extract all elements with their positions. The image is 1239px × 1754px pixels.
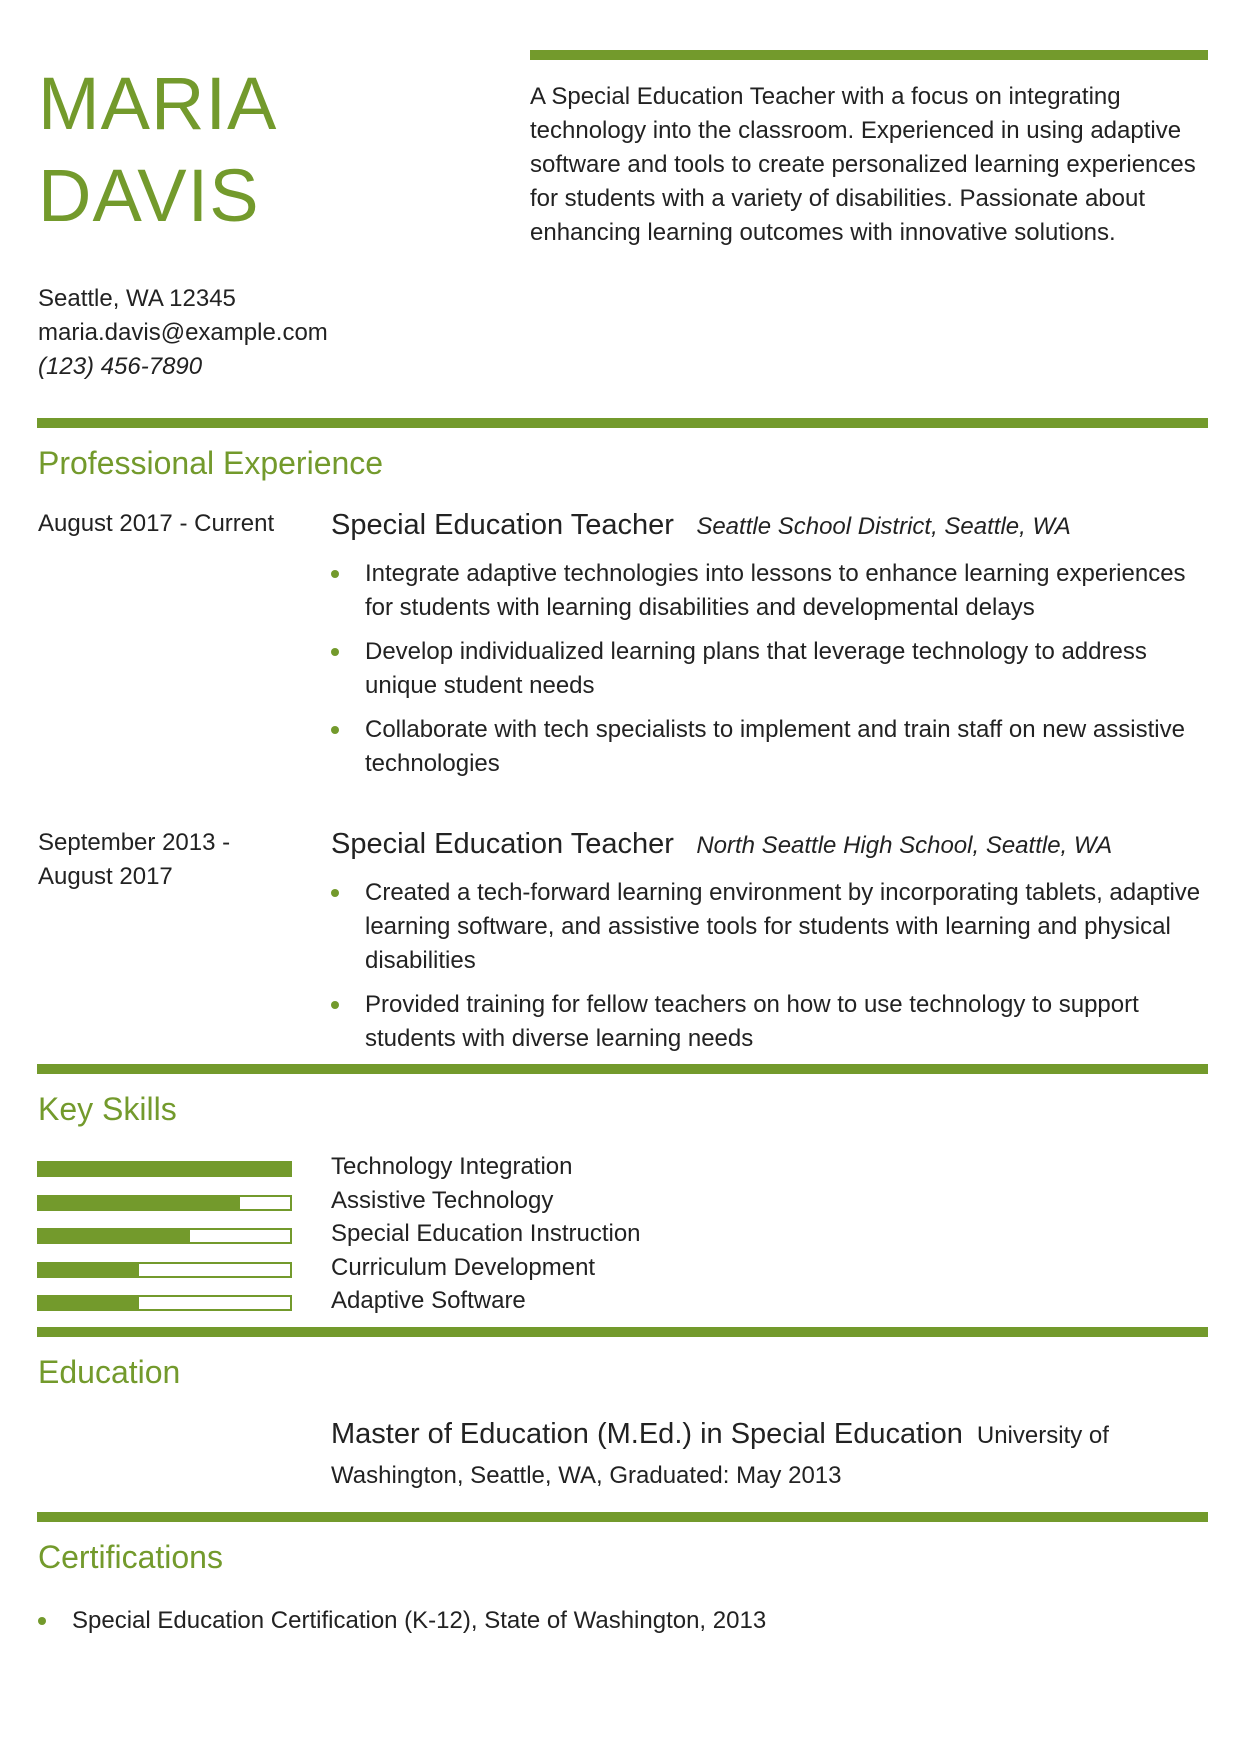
email: maria.davis@example.com xyxy=(38,319,328,346)
skill-label: Assistive Technology xyxy=(331,1187,554,1214)
skill-meter xyxy=(37,1228,292,1244)
job-dates: September 2013 - August 2017 xyxy=(38,829,231,890)
list-item: Develop individualized learning plans that leverage technology to address unique student needs xyxy=(331,635,1211,703)
skill-meter-fill xyxy=(39,1163,290,1175)
skill-meter-fill xyxy=(39,1197,240,1209)
skill-label: Adaptive Software xyxy=(331,1287,526,1314)
job-bullets xyxy=(331,557,1211,791)
list-item: Collaborate with tech specialists to implement and train staff on new assistive technologies xyxy=(331,713,1211,781)
bullet-icon xyxy=(331,648,339,656)
skill-meter xyxy=(37,1161,292,1177)
phone: (123) 456-7890 xyxy=(38,353,203,380)
skill-meter xyxy=(37,1262,292,1278)
job-company: North Seattle High School, Seattle, WA xyxy=(696,832,1113,859)
education-heading: Education xyxy=(38,1354,181,1390)
skill-meter xyxy=(37,1195,292,1211)
contact-info xyxy=(38,282,328,384)
degree: Master of Education (M.Ed.) in Special Education xyxy=(331,1418,963,1450)
job-dates: August 2017 - Current xyxy=(38,510,275,537)
certifications-heading: Certifications xyxy=(38,1539,223,1575)
section-divider xyxy=(37,1064,1208,1074)
experience-heading: Professional Experience xyxy=(38,445,384,481)
section-divider xyxy=(37,1327,1208,1337)
section-divider xyxy=(37,418,1208,428)
skill-label: Curriculum Development xyxy=(331,1254,596,1281)
skill-row xyxy=(37,1150,1137,1184)
skill-row xyxy=(37,1217,1137,1251)
job-title: Special Education Teacher xyxy=(331,828,674,860)
candidate-name xyxy=(38,58,277,242)
summary-divider xyxy=(530,50,1208,60)
job-header xyxy=(331,505,1211,550)
skill-row xyxy=(37,1284,1137,1318)
school-details: University of Washington, Seattle, WA, Graduated: May 2013 xyxy=(331,1422,1109,1489)
address: Seattle, WA 12345 xyxy=(38,285,236,312)
first-name: MARIA xyxy=(38,62,278,145)
list-item: Provided training for fellow teachers on how to use technology to support students with diverse learning needs xyxy=(331,988,1211,1056)
bullet-icon xyxy=(331,1001,339,1009)
skill-label: Special Education Instruction xyxy=(331,1220,641,1247)
skills-heading: Key Skills xyxy=(38,1091,177,1127)
skill-meter xyxy=(37,1295,292,1311)
job-header xyxy=(331,824,1211,869)
skill-row xyxy=(37,1251,1137,1285)
list-item: Created a tech-forward learning environment by incorporating tablets, adaptive learning software, and assistive tools for students with learning and physical disabilities xyxy=(331,876,1211,978)
job-company: Seattle School District, Seattle, WA xyxy=(696,513,1071,540)
list-item: Special Education Certification (K-12), State of Washington, 2013 xyxy=(38,1604,1188,1638)
skill-meter-fill xyxy=(39,1230,190,1242)
skill-meter-fill xyxy=(39,1297,139,1309)
bullet-icon xyxy=(331,570,339,578)
job-title: Special Education Teacher xyxy=(331,509,674,541)
bullet-icon xyxy=(38,1617,46,1625)
section-divider xyxy=(37,1512,1208,1522)
job-bullets xyxy=(331,876,1211,1066)
skill-row xyxy=(37,1184,1137,1218)
bullet-icon xyxy=(331,726,339,734)
list-item: Integrate adaptive technologies into lessons to enhance learning experiences for students with learning disabilities and developmental delays xyxy=(331,557,1211,625)
last-name: DAVIS xyxy=(38,154,260,237)
certification-list xyxy=(38,1604,1188,1638)
skill-label: Technology Integration xyxy=(331,1153,573,1180)
education-entry xyxy=(331,1414,1211,1496)
profile-summary: A Special Education Teacher with a focus on integrating technology into the classroom. Experienced in using adaptive software and tools to create personalized learning experiences for students with a variety of disabilities. Passionate about enhancing learning outcomes with innovative solutions. xyxy=(530,83,1196,246)
bullet-icon xyxy=(331,889,339,897)
skill-meter-fill xyxy=(39,1264,139,1276)
